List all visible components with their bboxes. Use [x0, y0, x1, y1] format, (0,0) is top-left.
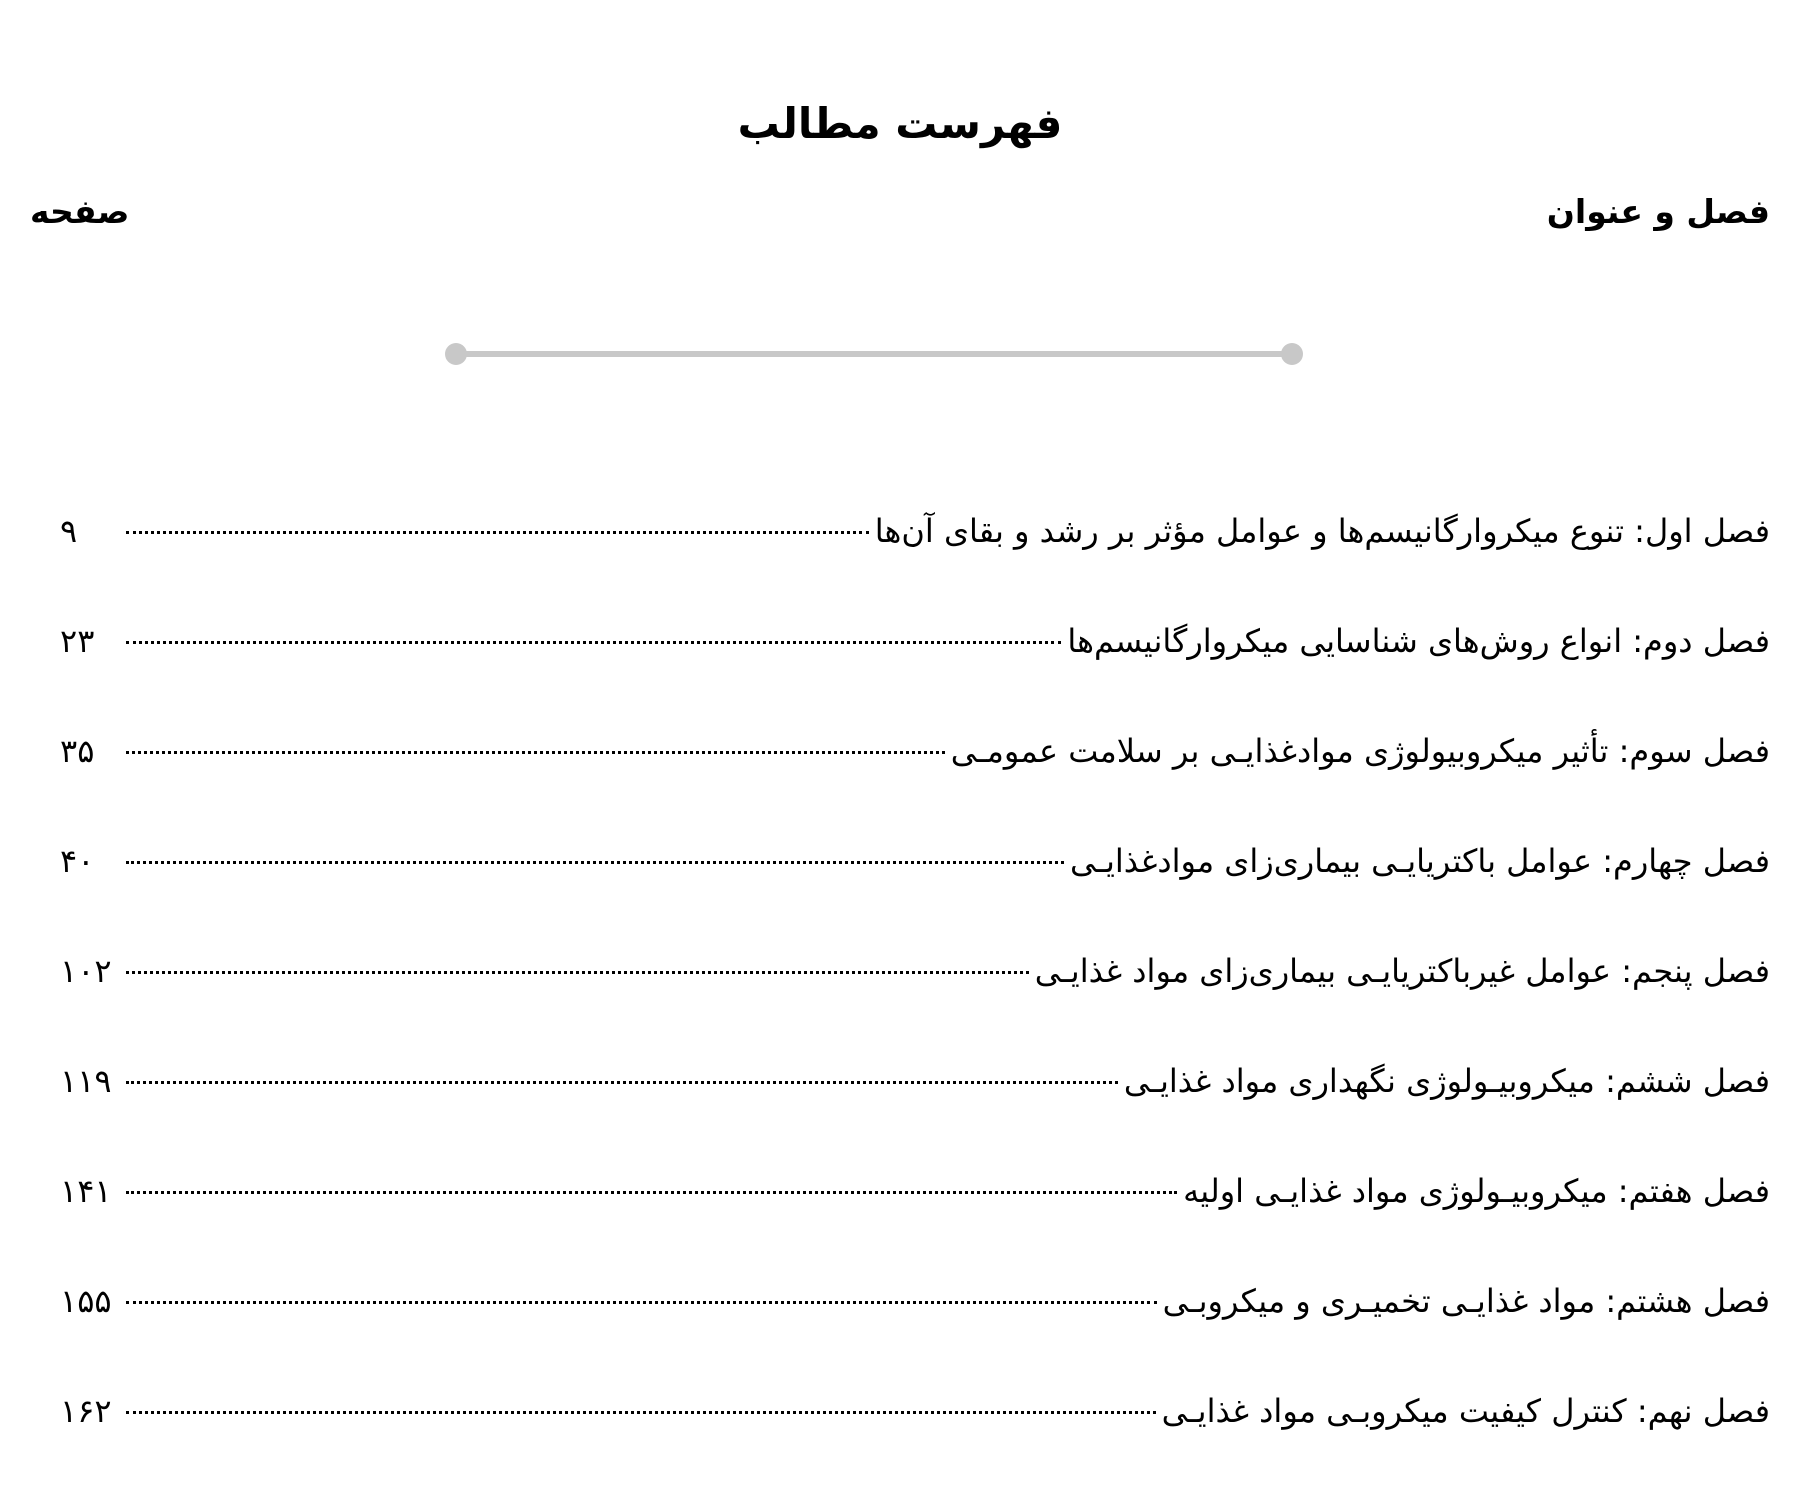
chapter-title: فصل اول: تنوع میکروارگانیسم‌ها و عوامل مؤثر بر رشد و بقای آن‌ها: [874, 512, 1770, 550]
dot-leader: [126, 1081, 1118, 1084]
chapter-title: فصل نهم: کنترل کیفیت میکروبـی مواد غذایـی: [1161, 1392, 1770, 1430]
page-number: ۱۱۹: [60, 1062, 112, 1100]
chapter-title: فصل ششم: میکروبیـولوژی نگهداری مواد غذایـی: [1123, 1062, 1770, 1100]
chapter-title: فصل هفتم: میکروبیـولوژی مواد غذایـی اولیه: [1183, 1172, 1770, 1210]
page-number: ۱۰۲: [60, 952, 112, 990]
decorative-divider: [444, 342, 1304, 366]
chapter-title: فصل سوم: تأثیر میکروبیولوژی موادغذایـی بر سلامت عمومـی: [950, 732, 1770, 770]
toc-entry[interactable]: [60, 1266, 1770, 1376]
dot-leader: [126, 1301, 1157, 1304]
dot-leader: [126, 861, 1064, 864]
divider-left-dot: [445, 343, 467, 365]
toc-entry[interactable]: [60, 716, 1770, 826]
page-number: ۱۶۲: [60, 1392, 112, 1430]
chapter-title: فصل هشتم: مواد غذایـی تخمیـری و میکروبـی: [1162, 1282, 1770, 1320]
page-column-header: صفحه: [30, 192, 130, 231]
page-number: ۲۳: [60, 622, 95, 660]
toc-entry[interactable]: [60, 1046, 1770, 1156]
toc-entry[interactable]: [60, 936, 1770, 1046]
dot-leader: [126, 751, 945, 754]
toc-entry[interactable]: [60, 826, 1770, 936]
toc-entry[interactable]: [60, 606, 1770, 716]
table-of-contents: [60, 496, 1770, 1486]
chapter-title: فصل پنجم: عوامل غیرباکتریایـی بیماری‌زای مواد غذایـی: [1034, 952, 1770, 990]
page-number: ۹: [60, 512, 78, 550]
chapter-column-header: فصل و عنوان: [1546, 192, 1770, 231]
page-number: ۱۴۱: [60, 1172, 112, 1210]
divider-right-dot: [1281, 343, 1303, 365]
chapter-title: فصل چهارم: عوامل باکتریایـی بیماری‌زای موادغذایـی: [1069, 842, 1770, 880]
toc-entry[interactable]: [60, 1156, 1770, 1266]
toc-entry[interactable]: [60, 1376, 1770, 1486]
toc-entry[interactable]: [60, 496, 1770, 606]
dot-leader: [126, 531, 869, 534]
chapter-title: فصل دوم: انواع روش‌های شناسایی میکروارگانیسم‌ها: [1067, 622, 1770, 660]
dot-leader: [126, 1411, 1156, 1414]
page-title: فهرست مطالب: [737, 99, 1063, 148]
dot-leader: [126, 1191, 1177, 1194]
page-number: ۱۵۵: [60, 1282, 112, 1320]
dot-leader: [126, 641, 1061, 644]
page-number: ۴۰: [60, 842, 95, 880]
page-number: ۳۵: [60, 732, 95, 770]
dot-leader: [126, 971, 1029, 974]
